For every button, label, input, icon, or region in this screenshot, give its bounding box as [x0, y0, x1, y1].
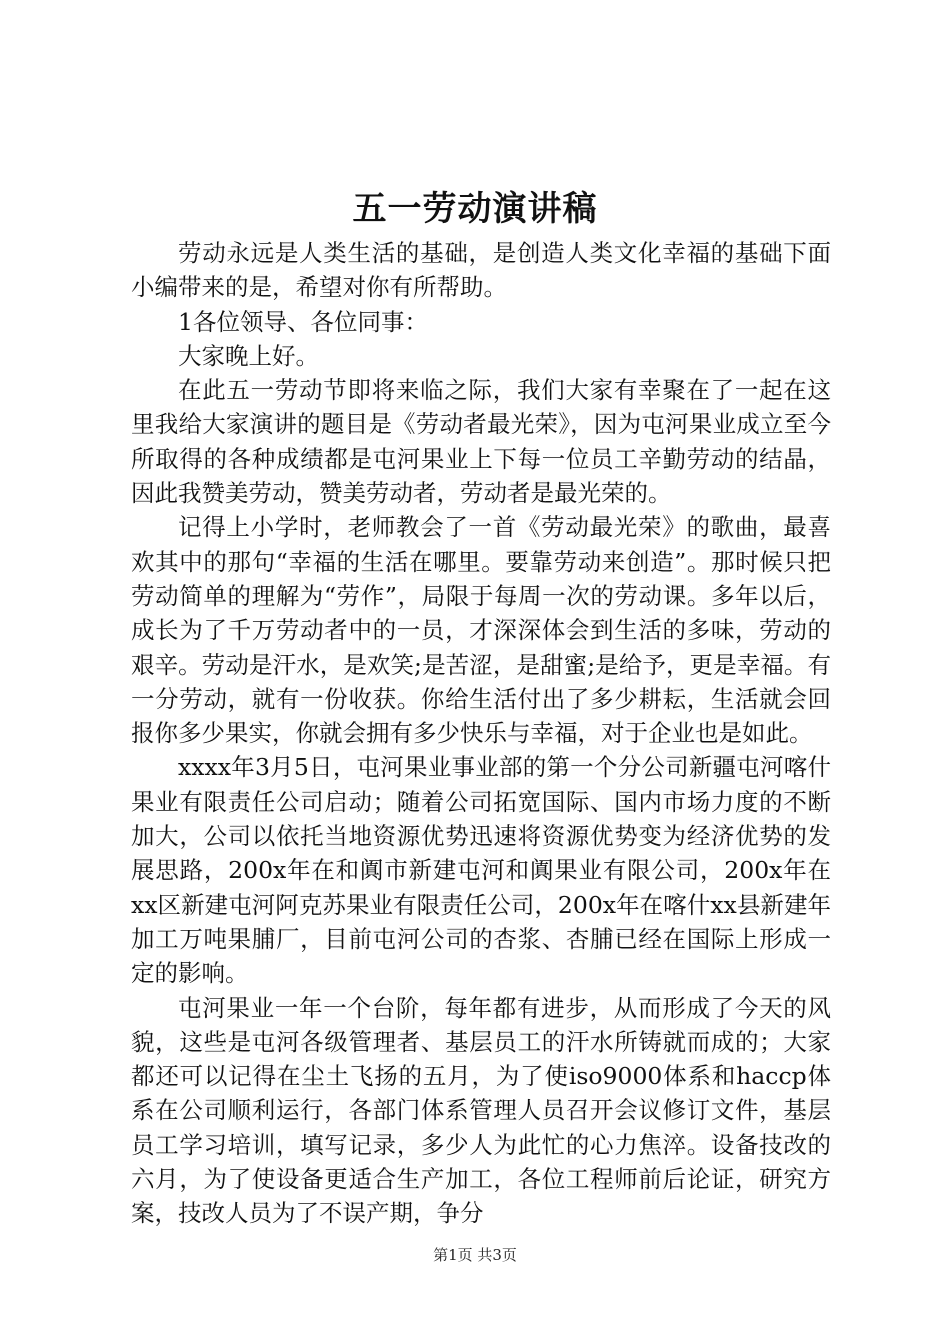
paragraph-history: xxxx年3月5日，屯河果业事业部的第一个分公司新疆屯河喀什果业有限责任公司启动；随着公司拓宽国际、国内市场力度的不断加大，公司以依托当地资源优势迅速将资源优势变为经济优势的发展思路，200x年在和阗市新建屯河和阗果业有限公司，200x年在xx区新建屯河阿克苏果业有限责任公司，200x年在喀什xx县新建年加工万吨果脯厂，目前屯河公司的杏浆、杏脯已经在国际上形成一定的影响。	[131, 753, 831, 988]
paragraph-progress: 屯河果业一年一个台阶，每年都有进步，从而形成了今天的风貌，这些是屯河各级管理者、基层员工的汗水所铸就而成的；大家都还可以记得在尘土飞扬的五月，为了使iso9000体系和haccp体系在公司顺利运行，各部门体系管理人员召开会议修订文件，基层员工学习培训，填写记录，多少人为此忙的心力焦淬。设备技改的六月，为了使设备更适合生产加工，各位工程师前后论证，研究方案，技改人员为了不误产期，争分	[131, 993, 831, 1228]
paragraph-topic: 在此五一劳动节即将来临之际，我们大家有幸聚在了一起在这里我给大家演讲的题目是《劳动者最光荣》，因为屯河果业成立至今所取得的各种成绩都是屯河果业上下每一位员工辛勤劳动的结晶，因此我赞美劳动，赞美劳动者，劳动者是最光荣的。	[131, 376, 831, 508]
page-number-footer: 第1页 共3页	[433, 1246, 517, 1264]
paragraph-greeting: 大家晚上好。	[178, 341, 319, 370]
paragraph-salutation: 1各位领导、各位同事：	[178, 307, 428, 336]
document-body	[131, 236, 831, 1231]
paragraph-memory: 记得上小学时，老师教会了一首《劳动最光荣》的歌曲，最喜欢其中的那句“幸福的生活在哪里。要靠劳动来创造”。那时候只把劳动简单的理解为“劳作”，局限于每周一次的劳动课。多年以后，成长为了千万劳动者中的一员，才深深体会到生活的多味，劳动的艰辛。劳动是汗水，是欢笑;是苦涩，是甜蜜;是给予，更是幸福。有一分劳动，就有一份收获。你给生活付出了多少耕耘，生活就会回报你多少果实，你就会拥有多少快乐与幸福，对于企业也是如此。	[131, 513, 831, 748]
document-title: 五一劳动演讲稿	[352, 189, 598, 229]
paragraph-intro: 劳动永远是人类生活的基础，是创造人类文化幸福的基础下面小编带来的是，希望对你有所帮助。	[131, 239, 831, 302]
